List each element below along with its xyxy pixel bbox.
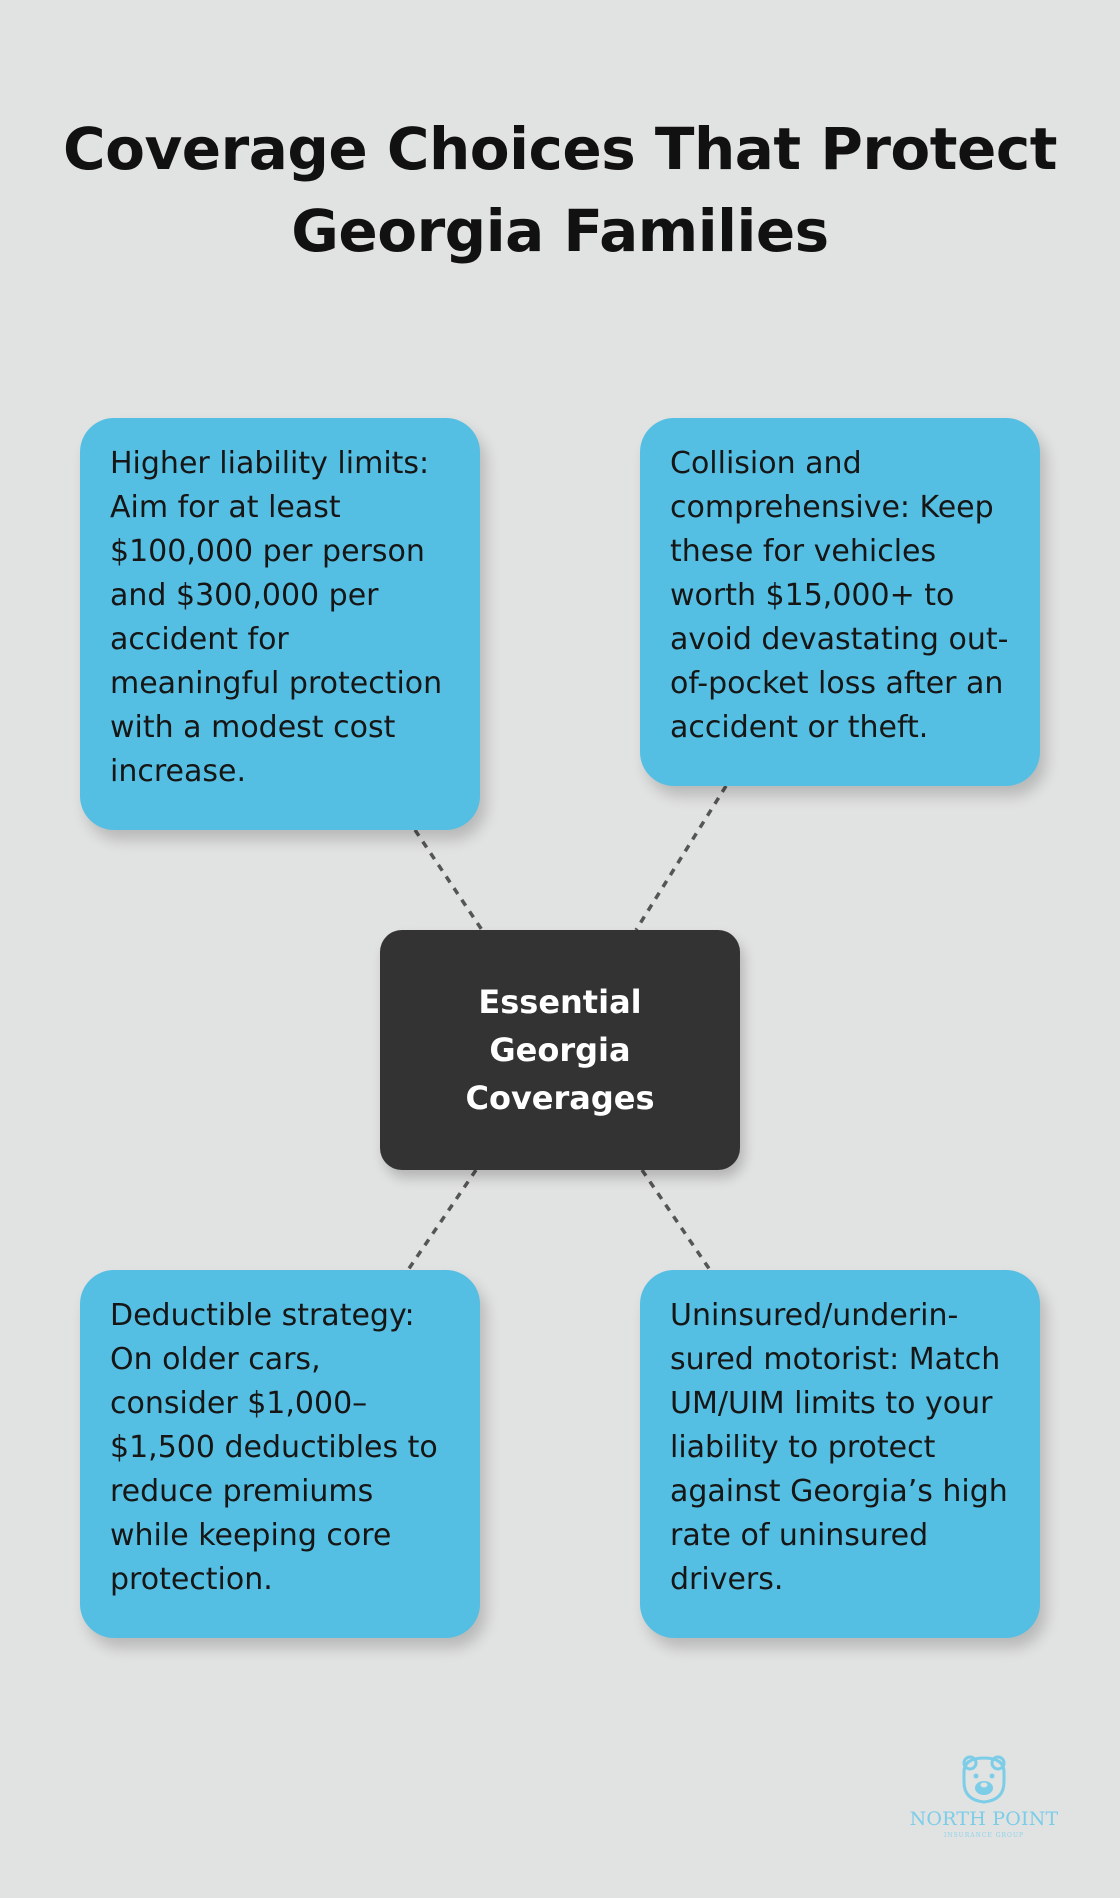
page-title: Coverage Choices That Protect Georgia Families (63, 115, 1057, 265)
connector-top-left (415, 830, 482, 930)
logo (904, 1752, 1064, 1848)
card-uninsured-motorist: Uninsured/underin-sured motorist: Match UM/UIM limits to your liability to protect against Georgia’s high rate of uninsured drivers. (640, 1270, 1040, 1638)
center-node (380, 930, 740, 1170)
connector-bottom-left (408, 1170, 476, 1270)
connector-bottom-right (642, 1170, 710, 1270)
logo-name: NORTH POINT (909, 1808, 1059, 1830)
center-node-label: Essential Georgia Coverages (465, 983, 655, 1117)
bear-icon (904, 1752, 1064, 1808)
logo-subtitle: INSURANCE GROUP (943, 1832, 1025, 1839)
card-deductible-strategy: Deductible strategy: On older cars, consider $1,000–$1,500 deductibles to reduce premiums while keeping core protection. (80, 1270, 480, 1638)
connector-top-right (636, 786, 726, 930)
card-liability-limits: Higher liability limits: Aim for at least $100,000 per person and $300,000 per accident for meaningful protection with a modest cost increase. (80, 418, 480, 830)
card-collision-comprehensive: Collision and comprehensive: Keep these for vehicles worth $15,000+ to avoid devastating out-of-pocket loss after an accident or theft. (640, 418, 1040, 786)
